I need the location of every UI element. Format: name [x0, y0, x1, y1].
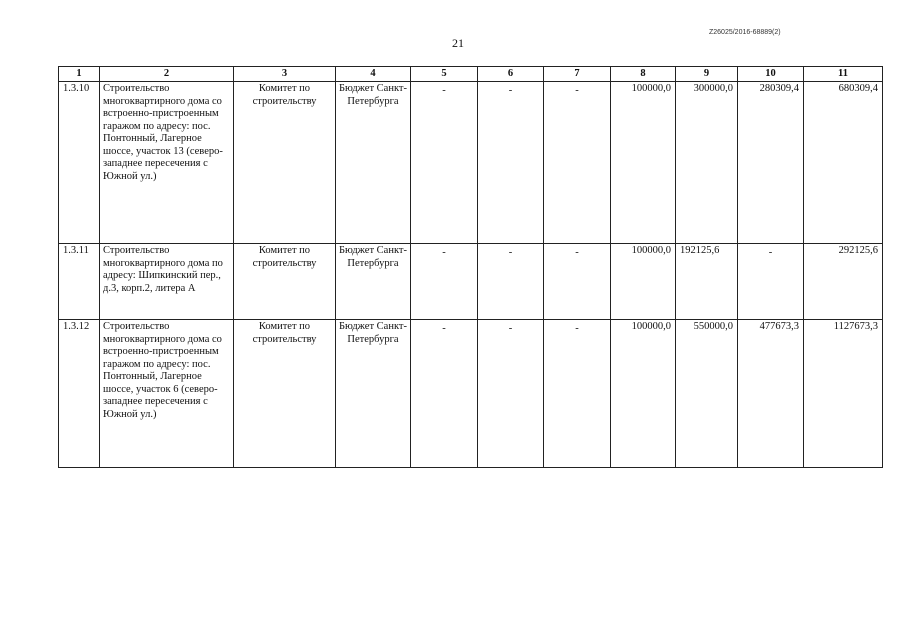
cell-col8: 100000,0	[611, 244, 676, 320]
column-header: 1	[59, 67, 100, 82]
cell-col8: 100000,0	[611, 82, 676, 244]
funding-source: Бюджет Санкт-Петербурга	[336, 244, 411, 320]
cell-col7: -	[544, 244, 611, 320]
cell-col7: -	[544, 320, 611, 468]
column-header: 7	[544, 67, 611, 82]
cell-col6: -	[478, 82, 544, 244]
activity-name: Строительство многоквартирного дома со встроенно-пристроенным гаражом по адресу: пос. Понтонный, Лагерное шоссе, участок 6 (северо-западнее пересечения с Южной ул.)	[100, 320, 234, 468]
column-header: 11	[804, 67, 883, 82]
executor: Комитет по строительству	[234, 244, 336, 320]
cell-col9: 550000,0	[676, 320, 738, 468]
column-header: 8	[611, 67, 676, 82]
column-header: 6	[478, 67, 544, 82]
column-header: 9	[676, 67, 738, 82]
page-number: 21	[452, 36, 464, 50]
cell-col9: 192125,6	[676, 244, 738, 320]
cell-col10: 280309,4	[738, 82, 804, 244]
funding-source: Бюджет Санкт-Петербурга	[336, 82, 411, 244]
header-row	[59, 67, 883, 82]
column-header: 4	[336, 67, 411, 82]
activity-name: Строительство многоквартирного дома по адресу: Шипкинский пер., д.3, корп.2, литера А	[100, 244, 234, 320]
column-header: 2	[100, 67, 234, 82]
cell-col10: 477673,3	[738, 320, 804, 468]
cell-col5: -	[411, 320, 478, 468]
row-number: 1.3.11	[59, 244, 100, 320]
column-header: 10	[738, 67, 804, 82]
cell-col11: 680309,4	[804, 82, 883, 244]
activity-name: Строительство многоквартирного дома со встроенно-пристроенным гаражом по адресу: пос. Понтонный, Лагерное шоссе, участок 13 (северо-западнее пересечения с Южной ул.)	[100, 82, 234, 244]
cell-col11: 1127673,3	[804, 320, 883, 468]
executor: Комитет по строительству	[234, 320, 336, 468]
cell-col8: 100000,0	[611, 320, 676, 468]
cell-col5: -	[411, 244, 478, 320]
table-row	[59, 320, 883, 468]
cell-col6: -	[478, 320, 544, 468]
table-row	[59, 244, 883, 320]
cell-col6: -	[478, 244, 544, 320]
cell-col11: 292125,6	[804, 244, 883, 320]
cell-col7: -	[544, 82, 611, 244]
cell-col10: -	[738, 244, 804, 320]
program-table	[58, 66, 883, 468]
executor: Комитет по строительству	[234, 82, 336, 244]
cell-col9: 300000,0	[676, 82, 738, 244]
column-header: 3	[234, 67, 336, 82]
row-number: 1.3.12	[59, 320, 100, 468]
row-number: 1.3.10	[59, 82, 100, 244]
column-header: 5	[411, 67, 478, 82]
document-code: Z26025/2016-68889(2)	[709, 29, 781, 36]
cell-col5: -	[411, 82, 478, 244]
table-row	[59, 82, 883, 244]
funding-source: Бюджет Санкт-Петербурга	[336, 320, 411, 468]
